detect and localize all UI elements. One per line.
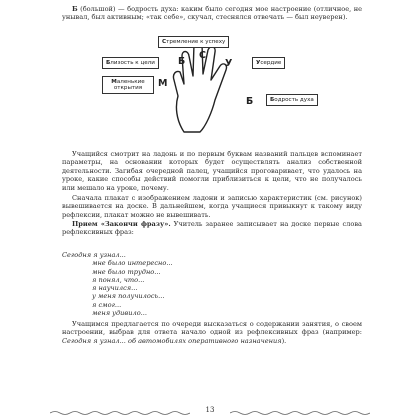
hand-diagram — [96, 36, 328, 148]
reflexive-phrases-list — [62, 251, 262, 317]
phrase-item: я научился... — [92, 284, 138, 292]
phrase-item: мне было трудно... — [92, 267, 161, 276]
footer-wave-left — [50, 410, 190, 416]
finger-letter-b-index: Б — [178, 56, 186, 67]
label-diligence: Усердие — [252, 57, 285, 69]
phrase-item: у меня получилось... — [92, 292, 165, 301]
footer-wave-right — [230, 410, 370, 416]
finger-b-description: Б (большой) — бодрость духа: каким было сегодня мое настроение (отличное, не унывал, был активным; «так себе», скучал, стеснялся отвечать — был неуверен). — [62, 5, 362, 22]
label-vigor-of-spirit: Бодрость духа — [266, 94, 318, 106]
page-number: 13 — [205, 406, 215, 414]
phrase-item: мне было интересно... — [92, 259, 173, 268]
phrase-item: я понял, что... — [92, 275, 145, 284]
finger-letter-u: У — [225, 58, 233, 69]
label-strive-for-success: Стремление к успеху — [158, 36, 229, 48]
phrase-item: Сегодня я узнал... — [62, 251, 126, 259]
label-small-discoveries: Маленькие открытия — [102, 76, 154, 94]
finger-letter-m: М — [158, 78, 168, 89]
label-closeness-to-goal: Близость к цели — [102, 57, 159, 69]
paragraph-finish-phrase: Прием «Закончи фразу». Учитель заранее записывает на доске первые слова рефлексивных фраз: — [62, 220, 362, 237]
paragraph-palm-analysis: Учащийся смотрит на ладонь и по первым буквам названий пальцев вспоминает параметры, на основании которых будет осуществлять анализ собственной деятельности. Загибая очередной палец, учащийся проговаривает, что удалось на уроке, какие способы действий помогли приблизиться к цели, что не получалось или мешало на уроке, почему. — [62, 150, 362, 192]
paragraph-students-speak: Учащимся предлагается по очереди высказаться о содержании занятия, о своем настроении, выбрав для ответа начало одной из рефлексивных фраз (например: Сегодня я узнал... об автомобилях оперативного назначения). — [62, 320, 362, 345]
finger-letter-s: С — [199, 50, 206, 61]
phrase-item: меня удивило... — [92, 308, 147, 317]
paragraph-poster: Сначала плакат с изображением ладони и записью характеристик (см. рисунок) вывешивается на доске. В дальнейшем, когда учащиеся привыкнут к такому виду рефлексии, плакат можно не вывешивать. — [62, 194, 362, 219]
phrase-item: я смог... — [92, 300, 122, 309]
finger-letter-b-thumb: Б — [246, 96, 254, 107]
